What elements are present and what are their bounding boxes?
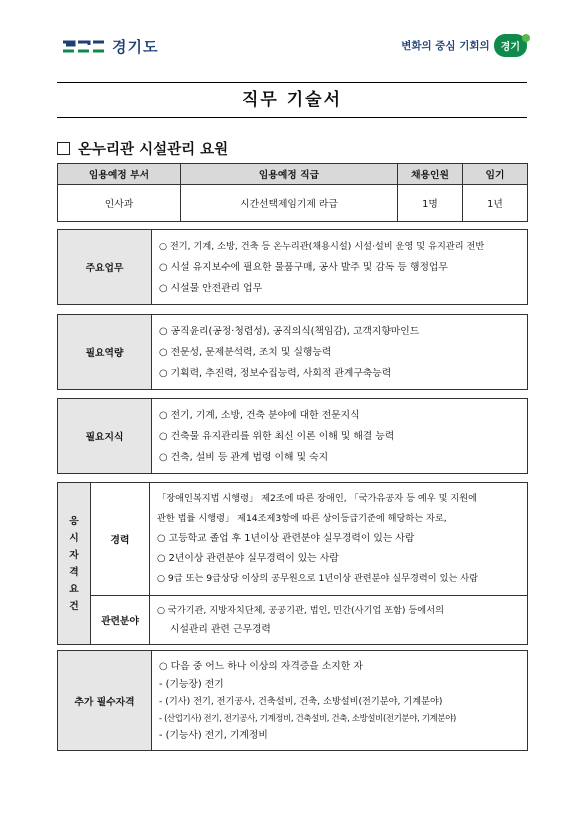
header-department: 임용예정 부서 (58, 164, 181, 185)
field-line: ○ 국가기관, 지방자치단체, 공공기관, 법인, 민간(사기업 포함) 등에서의 (157, 605, 444, 616)
summary-header-row (58, 164, 528, 185)
career-label: 경력 (91, 483, 150, 596)
additional-line: - (기능장) 전기 (159, 679, 224, 690)
header-headcount: 채용인원 (398, 164, 463, 185)
checkbox-icon (57, 142, 70, 155)
summary-value-row (58, 185, 528, 222)
requirements-label-char: 건 (69, 600, 79, 612)
requirements-label-char: 시 (69, 532, 79, 544)
competency-label: 필요역량 (58, 315, 152, 390)
competency-content (152, 315, 528, 390)
main-duties-table (57, 229, 528, 305)
requirements-label-char: 자 (69, 549, 79, 561)
knowledge-label: 필요지식 (58, 399, 152, 474)
additional-table (57, 650, 528, 751)
requirements-label-char: 요 (69, 583, 79, 595)
knowledge-item: ○ 건축, 설비 등 관계 법령 이해 및 숙지 (159, 451, 329, 463)
knowledge-item: ○ 전기, 기계, 소방, 건축 분야에 대한 전문지식 (159, 409, 360, 421)
knowledge-item: ○ 건축물 유지관리를 위한 최신 이론 이해 및 해결 능력 (159, 430, 395, 442)
value-term: 1년 (463, 185, 528, 222)
field-content (150, 596, 528, 645)
career-content (150, 483, 528, 596)
career-line: 관한 법률 시행령」 제14조제3항에 따른 상이등급기준에 해당하는 자로, (157, 513, 447, 524)
section-title: 온누리관 시설관리 요원 (78, 142, 229, 158)
main-duty-item: ○ 시설물 안전관리 업무 (159, 282, 263, 294)
career-line: ○ 9급 또는 9급상당 이상의 공무원으로 1년이상 관련분야 실무경력이 있는 사람 (157, 573, 479, 584)
section-heading (57, 138, 228, 159)
title-bar (57, 82, 527, 118)
knowledge-table (57, 398, 528, 474)
main-duties-label: 주요업무 (58, 230, 152, 305)
value-department: 인사과 (58, 185, 181, 222)
header-term: 임기 (463, 164, 528, 185)
main-duty-item: ○ 전기, 기계, 소방, 건축 등 온누리관(채용시설) 시설·설비 운영 및 유지관리 전반 (159, 240, 485, 252)
requirements-table (57, 482, 528, 645)
additional-line: ○ 다음 중 어느 하나 이상의 자격증을 소지한 자 (159, 661, 363, 672)
summary-table (57, 163, 528, 222)
slogan-logo (401, 34, 527, 57)
additional-content (152, 651, 528, 751)
competency-item: ○ 기획력, 추진력, 정보수집능력, 사회적 관계구축능력 (159, 367, 392, 379)
gyeonggi-logo-icon (62, 37, 106, 57)
requirements-label (58, 483, 91, 645)
additional-label: 추가 필수자격 (58, 651, 152, 751)
field-line: 시설관리 관련 근무경력 (170, 624, 271, 635)
additional-line: - (기사) 전기, 전기공사, 건축설비, 건축, 소방설비(전기분야, 기계분야) (159, 696, 443, 707)
requirements-label-char: 응 (69, 515, 79, 527)
career-line: ○ 2년이상 관련분야 실무경력이 있는 사람 (157, 553, 339, 564)
page-header (56, 30, 527, 70)
slogan-badge: 경기 (494, 34, 527, 57)
value-headcount: 1명 (398, 185, 463, 222)
additional-line: - (산업기사) 전기, 전기공사, 기계정비, 건축설비, 건축, 소방설비(전기분야, 기계분야) (159, 713, 456, 723)
page-title: 직무 기술서 (241, 90, 343, 110)
gyeonggi-logo (62, 36, 158, 57)
logo-text: 경기도 (112, 38, 159, 56)
knowledge-content (152, 399, 528, 474)
competency-table (57, 314, 528, 390)
requirements-label-char: 격 (69, 566, 79, 578)
career-line: 「장애인복지법 시행령」 제2조에 따른 장애인, 「국가유공자 등 예우 및 지원에 (157, 493, 477, 504)
main-duty-item: ○ 시설 유지보수에 필요한 물품구매, 공사 발주 및 감독 등 행정업무 (159, 261, 448, 273)
header-grade: 임용예정 직급 (181, 164, 398, 185)
additional-line: - (기능사) 전기, 기계정비 (159, 730, 268, 741)
slogan-text: 변화의 중심 기회의 (401, 40, 490, 52)
main-duties-content (152, 230, 528, 305)
competency-item: ○ 공직윤리(공정·청렴성), 공직의식(책임감), 고객지향마인드 (159, 325, 420, 337)
competency-item: ○ 전문성, 문제분석력, 조치 및 실행능력 (159, 346, 332, 358)
career-line: ○ 고등학교 졸업 후 1년이상 관련분야 실무경력이 있는 사람 (157, 533, 415, 544)
value-grade: 시간선택제임기제 라급 (181, 185, 398, 222)
field-label: 관련분야 (91, 596, 150, 645)
